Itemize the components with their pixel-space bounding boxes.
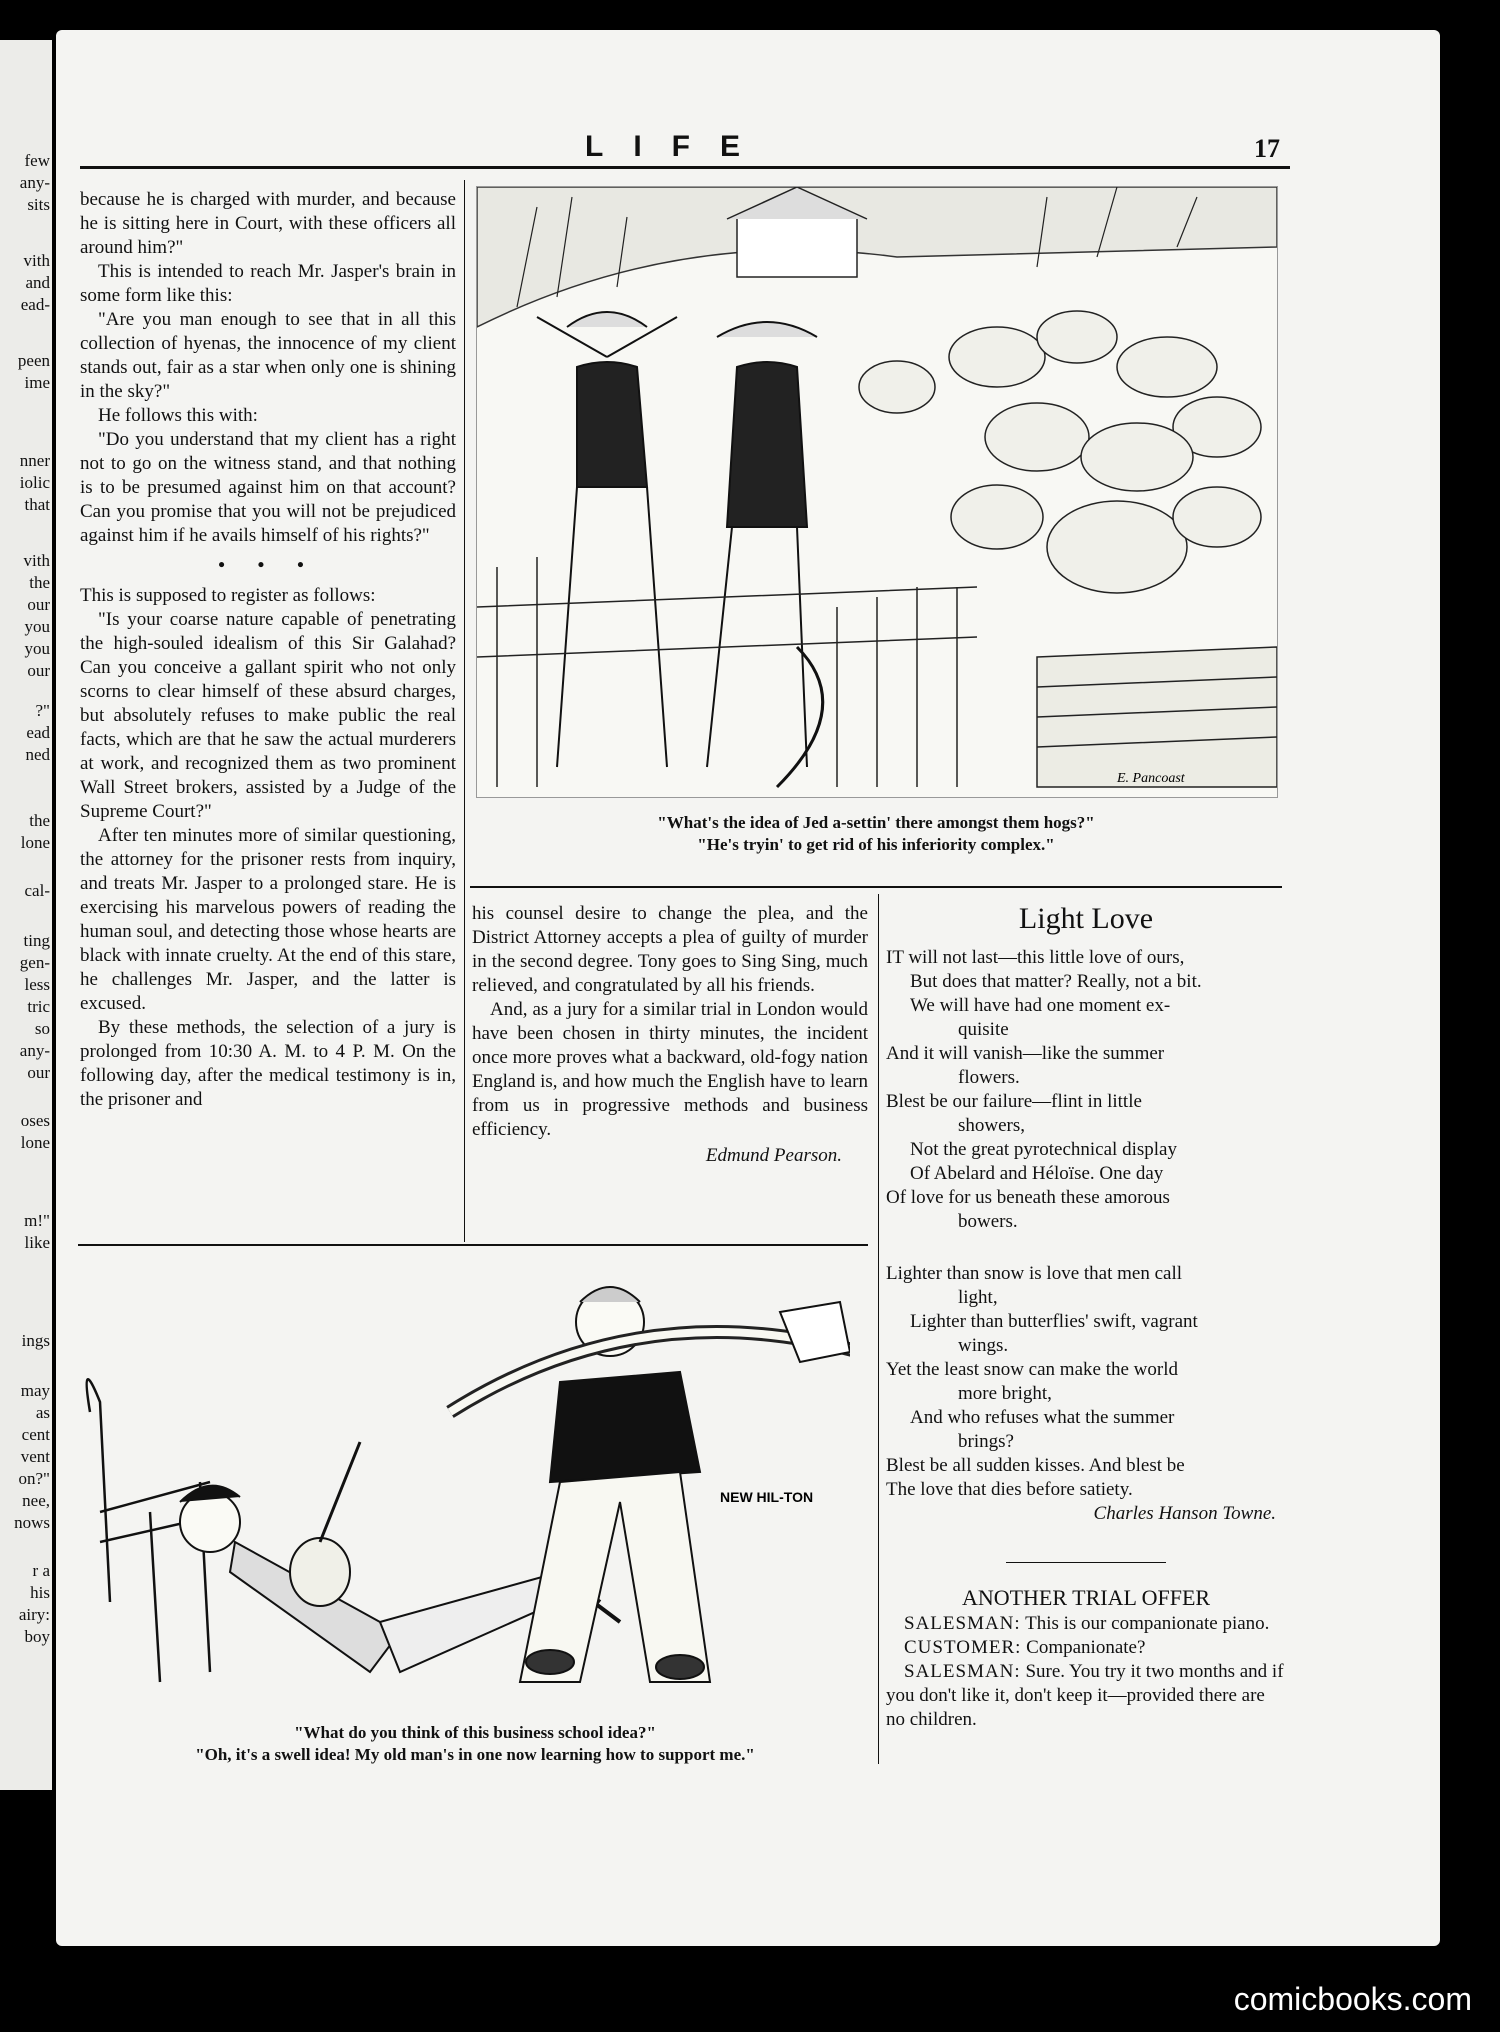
- cartoon-caption-top: [476, 812, 1276, 856]
- poem-line: Of love for us beneath these amorous: [886, 1187, 1170, 1208]
- poem-line: showers,: [958, 1115, 1026, 1136]
- poem-line: The love that dies before satiety.: [886, 1479, 1133, 1500]
- poem-line: Blest be our failure—flint in little: [886, 1091, 1142, 1112]
- previous-page-text-fragment: cal-: [24, 881, 50, 900]
- caption-line: "What's the idea of Jed a-settin' there amongst them hogs?": [657, 813, 1095, 832]
- previous-page-text-fragment: tric: [27, 997, 50, 1016]
- caption-line: "What do you think of this business school idea?": [294, 1723, 656, 1742]
- dialogue-line: [886, 1636, 1286, 1660]
- previous-page-text-fragment: sits: [27, 195, 50, 214]
- paragraph: This is supposed to register as follows:: [80, 585, 376, 606]
- offer-divider-rule: [1006, 1562, 1166, 1563]
- previous-page-text-fragment: our: [27, 1063, 50, 1082]
- stanza-gap: [886, 1234, 1286, 1262]
- previous-page-text-fragment: and: [25, 273, 50, 292]
- poem-line: And who refuses what the summer: [910, 1407, 1175, 1428]
- previous-page-text-fragment: you: [24, 639, 50, 658]
- speaker-label: SALESMAN:: [904, 1661, 1021, 1682]
- previous-page-text-fragment: r a: [32, 1561, 50, 1580]
- previous-page-text-fragment: ime: [24, 373, 50, 392]
- previous-page-text-fragment: like: [24, 1233, 50, 1252]
- previous-page-text-fragment: few: [24, 151, 50, 170]
- previous-page-text-fragment: vent: [20, 1447, 50, 1466]
- paragraph: This is intended to reach Mr. Jasper's brain in some form like this:: [80, 261, 456, 306]
- poem-line: light,: [958, 1287, 998, 1308]
- poem-line: Of Abelard and Héloïse. One day: [910, 1163, 1164, 1184]
- paragraph: "Is your coarse nature capable of penetrating the high-souled idealism of this Sir Galahad? Can you conceive a gallant spirit who not only scorns to clear himself of these absurd charges, but absolutely refuses to make public the real facts, which are that he saw the actual murderers at work, and recognized them as two prominent Wall Street brokers, assisted by a Judge of the Supreme Court?": [80, 609, 456, 822]
- article-left-column: [80, 188, 456, 1112]
- section-divider: • • •: [218, 555, 318, 576]
- previous-page-text-fragment: iolic: [19, 473, 50, 492]
- previous-page-text-fragment: lone: [20, 833, 50, 852]
- offer-body: [886, 1612, 1286, 1732]
- cartoon-drawing: [477, 187, 1277, 797]
- previous-page-text-fragment: oses: [20, 1111, 50, 1130]
- previous-page-text-fragment: less: [24, 975, 50, 994]
- poem-line: Blest be all sudden kisses. And blest be: [886, 1455, 1185, 1476]
- mid-horizontal-rule: [470, 886, 1282, 888]
- cartoon-signature: E. Pancoast: [1117, 771, 1185, 786]
- previous-page-text-fragment: as: [35, 1403, 50, 1422]
- previous-page-text-fragment: the: [29, 573, 50, 592]
- previous-page-text-fragment: gen-: [19, 953, 50, 972]
- column-rule-right: [878, 894, 879, 1764]
- paragraph: because he is charged with murder, and because he is sitting here in Court, with these officers all around him?": [80, 189, 456, 258]
- header-rule: [80, 166, 1290, 169]
- cartoon-drawing: [80, 1272, 850, 1712]
- dialogue-text: Companionate?: [1026, 1637, 1146, 1658]
- previous-page-text-fragment: the: [29, 811, 50, 830]
- previous-page-text-fragment: you: [24, 617, 50, 636]
- previous-page-text-fragment: m!": [24, 1211, 50, 1230]
- previous-page-text-fragment: ings: [21, 1331, 50, 1350]
- previous-page-text-fragment: lone: [20, 1133, 50, 1152]
- dialogue-text: Sure. You try it two months and if you don't like it, don't keep it—provided there are no children.: [886, 1661, 1284, 1730]
- poem-line: Lighter than snow is love that men call: [886, 1263, 1183, 1284]
- poem-line: Yet the least snow can make the world: [886, 1359, 1178, 1380]
- paragraph: his counsel desire to change the plea, and the District Attorney accepts a plea of guilty of murder in the second degree. Tony goes to Sing Sing, much relieved, and congratulated by all his friends.: [472, 903, 868, 996]
- poem-line: We will have had one moment ex-: [910, 995, 1171, 1016]
- magazine-title: LIFE: [585, 130, 770, 163]
- caption-line: "He's tryin' to get rid of his inferiority complex.": [697, 835, 1055, 854]
- previous-page-text-fragment: boy: [24, 1627, 50, 1646]
- paragraph: "Are you man enough to see that in all this collection of hyenas, the innocence of my client stands out, fair as a star when only one is shining in the sky?": [80, 309, 456, 402]
- previous-page-text-fragment: ned: [25, 745, 50, 764]
- poem-line: But does that matter? Really, not a bit.: [910, 971, 1202, 992]
- poem-line: more bright,: [958, 1383, 1052, 1404]
- dialogue-line: [886, 1660, 1286, 1732]
- cartoon-caption-bottom: [80, 1722, 870, 1766]
- speaker-label: SALESMAN:: [904, 1613, 1021, 1634]
- previous-page-text-fragment: our: [27, 595, 50, 614]
- previous-page-edge: [0, 40, 52, 1790]
- page-number: 17: [1254, 134, 1280, 163]
- poem-author: Charles Hanson Towne.: [1093, 1503, 1276, 1524]
- previous-page-text-fragment: nner: [19, 451, 50, 470]
- article-middle-column: [472, 902, 868, 1168]
- previous-page-text-fragment: vith: [23, 251, 50, 270]
- previous-page-text-fragment: our: [27, 661, 50, 680]
- previous-page-text-fragment: ead: [26, 723, 50, 742]
- dialogue-line: [886, 1612, 1286, 1636]
- poem-body: [886, 946, 1286, 1526]
- previous-page-text-fragment: ead-: [20, 295, 50, 314]
- paragraph: "Do you understand that my client has a right not to go on the witness stand, and that nothing is to be presumed against him on that account? Can you promise that you will not be prejudiced against him if he avails himself of his rights?": [80, 429, 456, 546]
- previous-page-text-fragment: may: [20, 1381, 50, 1400]
- poem-line: quisite: [958, 1019, 1009, 1040]
- poem-line: wings.: [958, 1335, 1009, 1356]
- previous-page-text-fragment: cent: [21, 1425, 50, 1444]
- poem-title: Light Love: [1018, 902, 1154, 935]
- previous-page-text-fragment: on?": [18, 1469, 50, 1488]
- previous-page-text-fragment: so: [34, 1019, 50, 1038]
- poem-line: bowers.: [958, 1211, 1018, 1232]
- poem-line: IT will not last—this little love of ours,: [886, 947, 1185, 968]
- dialogue-text: This is our companionate piano.: [1025, 1613, 1270, 1634]
- offer-title: ANOTHER TRIAL OFFER: [961, 1585, 1211, 1610]
- previous-page-text-fragment: nows: [14, 1513, 50, 1532]
- poem-line: Not the great pyrotechnical display: [910, 1139, 1177, 1160]
- previous-page-text-fragment: airy:: [18, 1605, 50, 1624]
- previous-page-text-fragment: ting: [23, 931, 50, 950]
- cartoon-business-school: [80, 1272, 850, 1712]
- column-rule-left: [464, 180, 465, 1242]
- previous-page-text-fragment: any-: [19, 173, 50, 192]
- paragraph: He follows this with:: [98, 405, 258, 426]
- previous-page-text-fragment: nee,: [22, 1491, 50, 1510]
- article-author: Edmund Pearson.: [705, 1145, 842, 1166]
- previous-page-text-fragment: vith: [23, 551, 50, 570]
- lower-horizontal-rule: [78, 1244, 868, 1246]
- poem-line: brings?: [958, 1431, 1014, 1452]
- previous-page-text-fragment: his: [30, 1583, 50, 1602]
- previous-page-text-fragment: peen: [17, 351, 50, 370]
- source-watermark: comicbooks.com: [1233, 1981, 1472, 2017]
- paragraph: And, as a jury for a similar trial in London would have been chosen in thirty minutes, the incident once more proves what a backward, old-fogy nation England is, and how much the English have to learn from us in progressive methods and business efficiency.: [472, 999, 868, 1140]
- poem-line: And it will vanish—like the summer: [886, 1043, 1165, 1064]
- cartoon-farmers-hogs: [476, 186, 1278, 798]
- poem-line: flowers.: [958, 1067, 1020, 1088]
- cartoon-signature: NEW HIL-TON: [720, 1489, 814, 1505]
- paragraph: After ten minutes more of similar questioning, the attorney for the prisoner rests from inquiry, and treats Mr. Jasper to a prolonged stare. He is exercising his marvelous powers of reading the human soul, and detecting those whose hearts are black with innate cruelty. At the end of this stare, he challenges Mr. Jasper, and the latter is excused.: [80, 825, 456, 1014]
- caption-line: "Oh, it's a swell idea! My old man's in one now learning how to support me.": [195, 1745, 755, 1764]
- speaker-label: CUSTOMER:: [904, 1637, 1022, 1658]
- paragraph: By these methods, the selection of a jury is prolonged from 10:30 A. M. to 4 P. M. On the following day, after the medical testimony is in, the prisoner and: [80, 1017, 456, 1110]
- previous-page-text-fragment: that: [24, 495, 50, 514]
- previous-page-text-fragment: ?": [35, 701, 50, 720]
- previous-page-text-fragment: any-: [19, 1041, 50, 1060]
- poem-line: Lighter than butterflies' swift, vagrant: [910, 1311, 1198, 1332]
